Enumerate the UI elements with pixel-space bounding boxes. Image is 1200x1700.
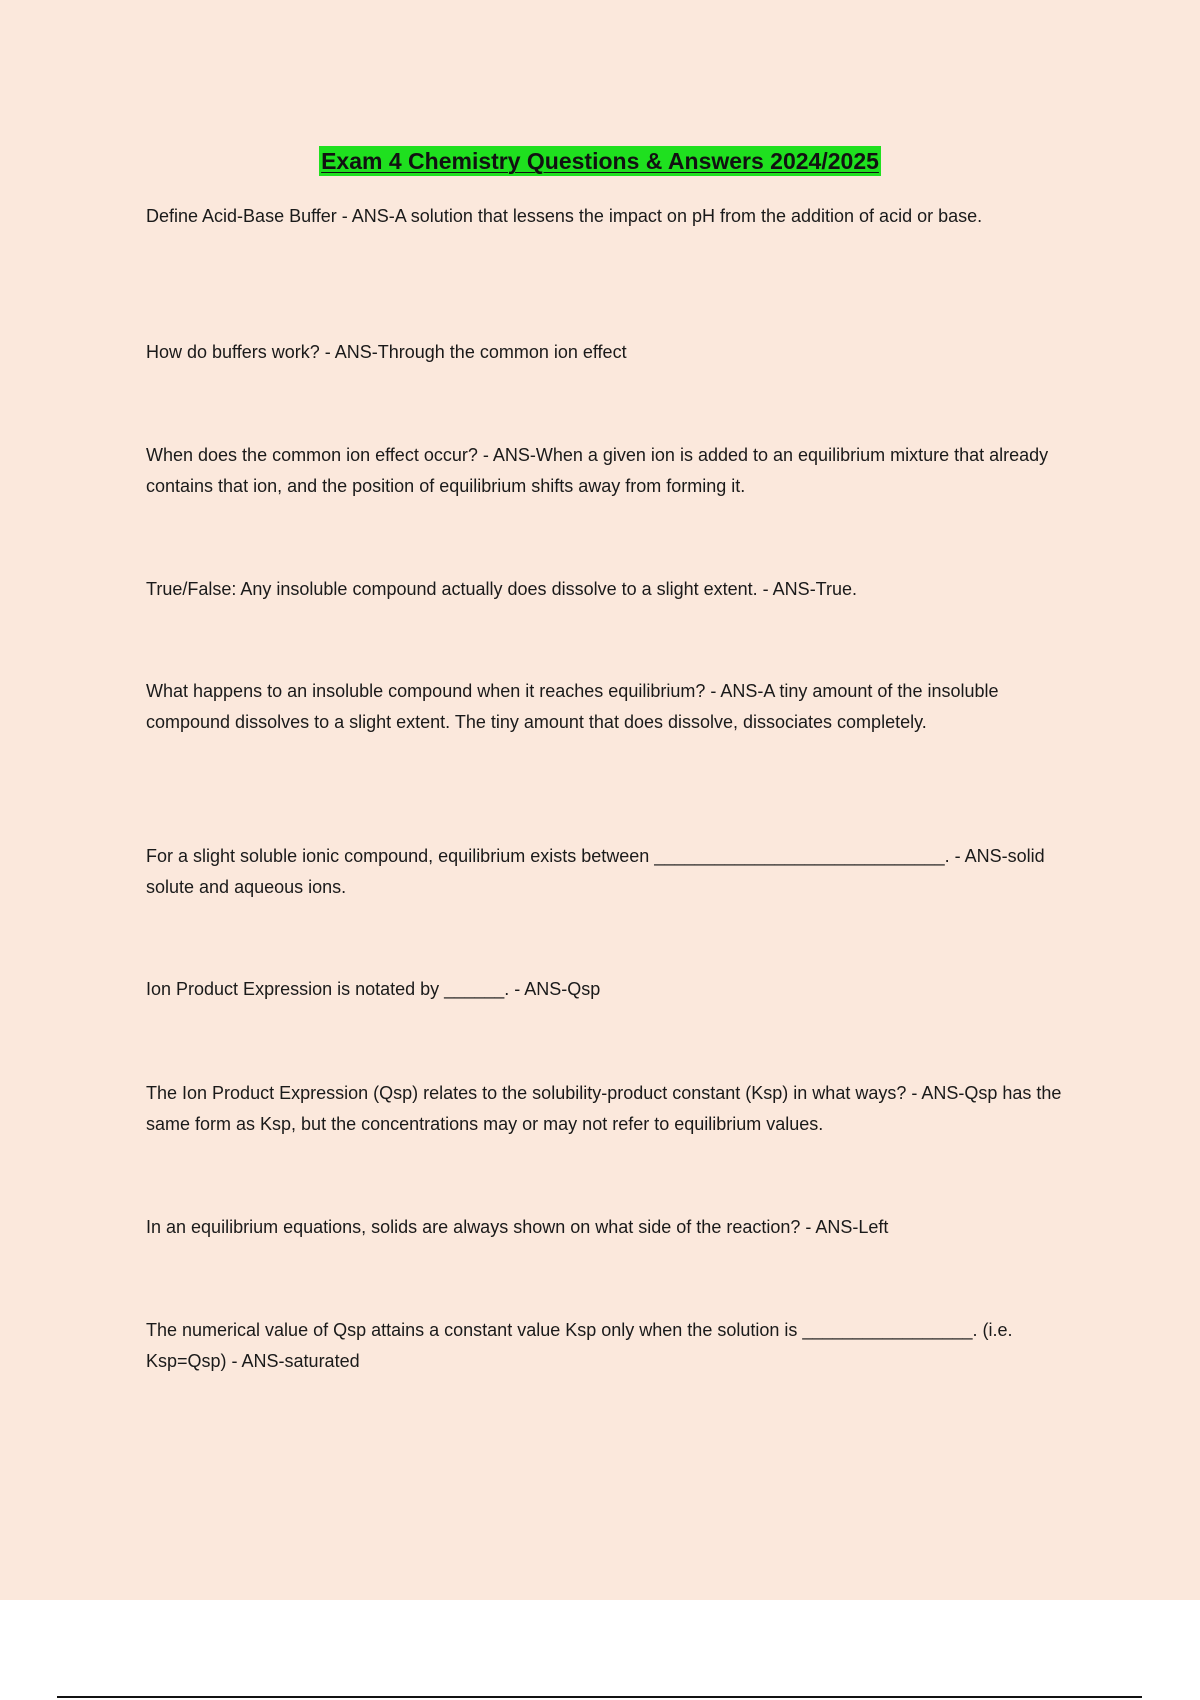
qa-item-buffers-work: How do buffers work? - ANS-Through the common ion effect: [146, 342, 627, 362]
document-title: Exam 4 Chemistry Questions & Answers 2024/2025: [321, 148, 879, 174]
qa-item-insoluble-true-false: True/False: Any insoluble compound actually does dissolve to a slight extent. - ANS-True.: [146, 579, 858, 599]
qa-item-acid-base-buffer: Define Acid-Base Buffer - ANS-A solution that lessens the impact on pH from the addition of acid or base.: [146, 206, 983, 226]
qa-item-solids-side: In an equilibrium equations, solids are always shown on what side of the reaction? - ANS-Left: [146, 1217, 889, 1237]
footer-divider: [57, 1696, 1142, 1698]
qa-item-qsp-ksp-relation: The Ion Product Expression (Qsp) relates to the solubility-product constant (Ksp) in what ways? - ANS-Qsp has the same form as Ksp, but the concentrations may or may not refer to equilibrium values.: [146, 1083, 1062, 1134]
qa-item-insoluble-equilibrium: What happens to an insoluble compound when it reaches equilibrium? - ANS-A tiny amount of the insoluble compound dissolves to a slight extent. The tiny amount that does dissolve, dissociates completely.: [146, 681, 999, 732]
qa-item-ion-product-notation: Ion Product Expression is notated by ______. - ANS-Qsp: [146, 979, 601, 999]
qa-item-qsp-saturated: The numerical value of Qsp attains a constant value Ksp only when the solution is _________________. (i.e. Ksp=Qsp) - ANS-saturated: [146, 1320, 1013, 1371]
qa-item-common-ion-effect: When does the common ion effect occur? - ANS-When a given ion is added to an equilibrium mixture that already contains that ion, and the position of equilibrium shifts away from forming it.: [146, 445, 1049, 496]
title-container: [0, 146, 1200, 176]
qa-item-slight-soluble-equilibrium: For a slight soluble ionic compound, equilibrium exists between _____________________________. - ANS-solid solute and aqueous ions.: [146, 846, 1045, 897]
